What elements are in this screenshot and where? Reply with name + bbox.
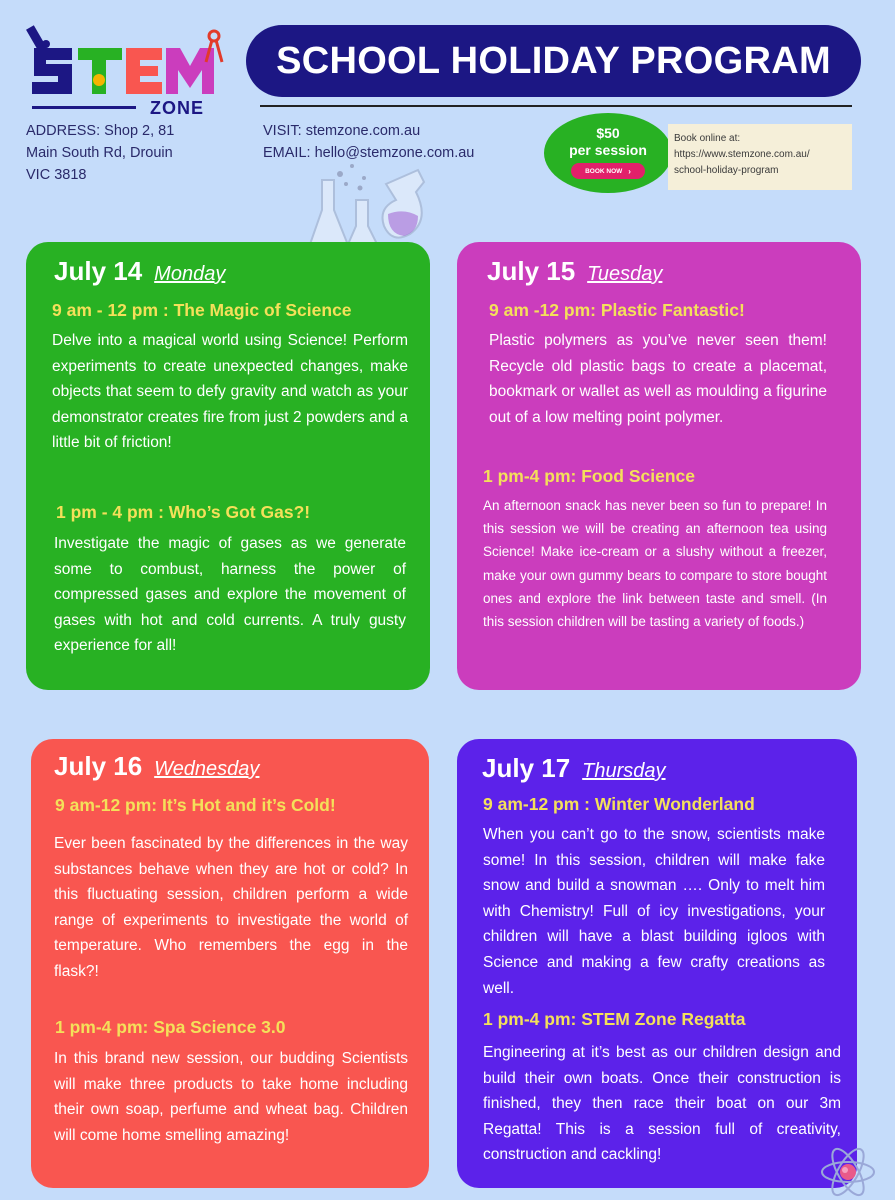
day-weekday: Tuesday bbox=[587, 263, 663, 285]
day-card-july-16 bbox=[31, 739, 429, 1188]
session-title: 9 am -12 pm: Plastic Fantastic! bbox=[489, 300, 745, 320]
price-per-session: per session bbox=[569, 142, 647, 158]
session-title: 9 am-12 pm: It’s Hot and it’s Cold! bbox=[55, 795, 336, 815]
book-online-label: Book online at: bbox=[674, 133, 741, 144]
book-online-note bbox=[668, 124, 852, 190]
booking-url-link[interactable]: https://www.stemzone.com.au/ bbox=[674, 149, 810, 160]
session-title: 9 am - 12 pm : The Magic of Science bbox=[52, 300, 352, 320]
title-divider bbox=[260, 105, 852, 107]
address-block bbox=[26, 120, 246, 186]
day-card-header bbox=[487, 256, 662, 287]
session-description: Delve into a magical world using Science! Perform experiments to create unexpected changes, make objects that seem to defy gravity and watch as your demonstrator creates fire from just 2 powders and a little bit of friction! bbox=[52, 332, 408, 452]
day-card-header bbox=[482, 753, 666, 784]
session-title: 1 pm-4 pm: STEM Zone Regatta bbox=[483, 1009, 746, 1029]
website-link[interactable]: VISIT: stemzone.com.au bbox=[263, 123, 421, 139]
chevron-right-icon: › bbox=[628, 166, 631, 176]
day-weekday: Monday bbox=[154, 263, 226, 285]
page-title: SCHOOL HOLIDAY PROGRAM bbox=[276, 39, 831, 82]
day-date: July 16 bbox=[54, 751, 143, 781]
title-banner bbox=[246, 25, 861, 97]
session-description: Ever been fascinated by the differences in the way substances behave when they are hot or cold? In this fluctuating session, children perform a wide range of experiments to investigate the world of temperature. Who remembers the egg in the flask?! bbox=[54, 835, 408, 980]
session-description: Plastic polymers as you’ve never seen them! Recycle old plastic bags to create a placemat, bookmark or wallet as well as moulding a figurine out of a low melting point polymer. bbox=[489, 332, 827, 426]
session-description: In this brand new session, our budding Scientists will make three products to take home including their own soap, perfume and wheat bag. Children will come home smelling amazing! bbox=[54, 1050, 408, 1144]
book-now-label: BOOK NOW bbox=[585, 167, 623, 175]
session-description: When you can’t go to the snow, scientists make some! In this session, children will make fake snow and build a snowman …. Only to melt him with Chemistry! Full of icy investigations, your children will have a blast building igloos with Science and making a few crafty creations as well. bbox=[483, 826, 825, 997]
day-card-header bbox=[54, 751, 259, 782]
day-card-july-15 bbox=[457, 242, 861, 690]
session-description: An afternoon snack has never been so fun to prepare! In this session we will be creating an afternoon tea using Science! Make ice-cream or a slushy without a freezer, make your own gummy bears to compare to store bought ones and explore the link between taste and smell. (In this session children will be tasting a variety of foods.) bbox=[483, 498, 827, 630]
day-card-july-14 bbox=[26, 242, 430, 690]
price-badge bbox=[544, 113, 672, 193]
day-weekday: Thursday bbox=[582, 760, 666, 782]
address-line: ADDRESS: Shop 2, 81 bbox=[26, 123, 175, 139]
session-description: Investigate the magic of gases as we generate some to combust, harness the power of compressed gases and explore the movement of gases with hot and cold currents. A truly gusty experience for all! bbox=[54, 535, 406, 655]
day-card-july-17 bbox=[457, 739, 857, 1188]
email-link[interactable]: EMAIL: hello@stemzone.com.au bbox=[263, 145, 475, 161]
session-description: Engineering at it’s best as our children design and build their own boats. Once their construction is finished, they then race their boat on our 3m Regatta! This is a session full of creativity, construction and cackling! bbox=[483, 1044, 841, 1164]
address-line: Main South Rd, Drouin bbox=[26, 145, 173, 161]
atom-icon bbox=[817, 1140, 879, 1200]
contact-block bbox=[263, 120, 523, 164]
stem-zone-logo bbox=[26, 22, 226, 120]
session-title: 9 am-12 pm : Winter Wonderland bbox=[483, 794, 755, 814]
session-title: 1 pm-4 pm: Food Science bbox=[483, 466, 695, 486]
logo-sub-text: ZONE bbox=[150, 98, 205, 118]
day-date: July 14 bbox=[54, 256, 143, 286]
day-date: July 17 bbox=[482, 753, 571, 783]
session-title: 1 pm - 4 pm : Who’s Got Gas?! bbox=[56, 502, 311, 522]
price-amount: $50 bbox=[596, 125, 620, 141]
book-now-button[interactable] bbox=[571, 163, 645, 179]
atom-illustration bbox=[817, 1140, 879, 1200]
day-weekday: Wednesday bbox=[154, 758, 260, 780]
booking-url-link-cont[interactable]: school-holiday-program bbox=[674, 165, 779, 176]
day-date: July 15 bbox=[487, 256, 576, 286]
session-title: 1 pm-4 pm: Spa Science 3.0 bbox=[55, 1017, 286, 1037]
day-card-header bbox=[54, 256, 225, 287]
address-line: VIC 3818 bbox=[26, 167, 87, 183]
